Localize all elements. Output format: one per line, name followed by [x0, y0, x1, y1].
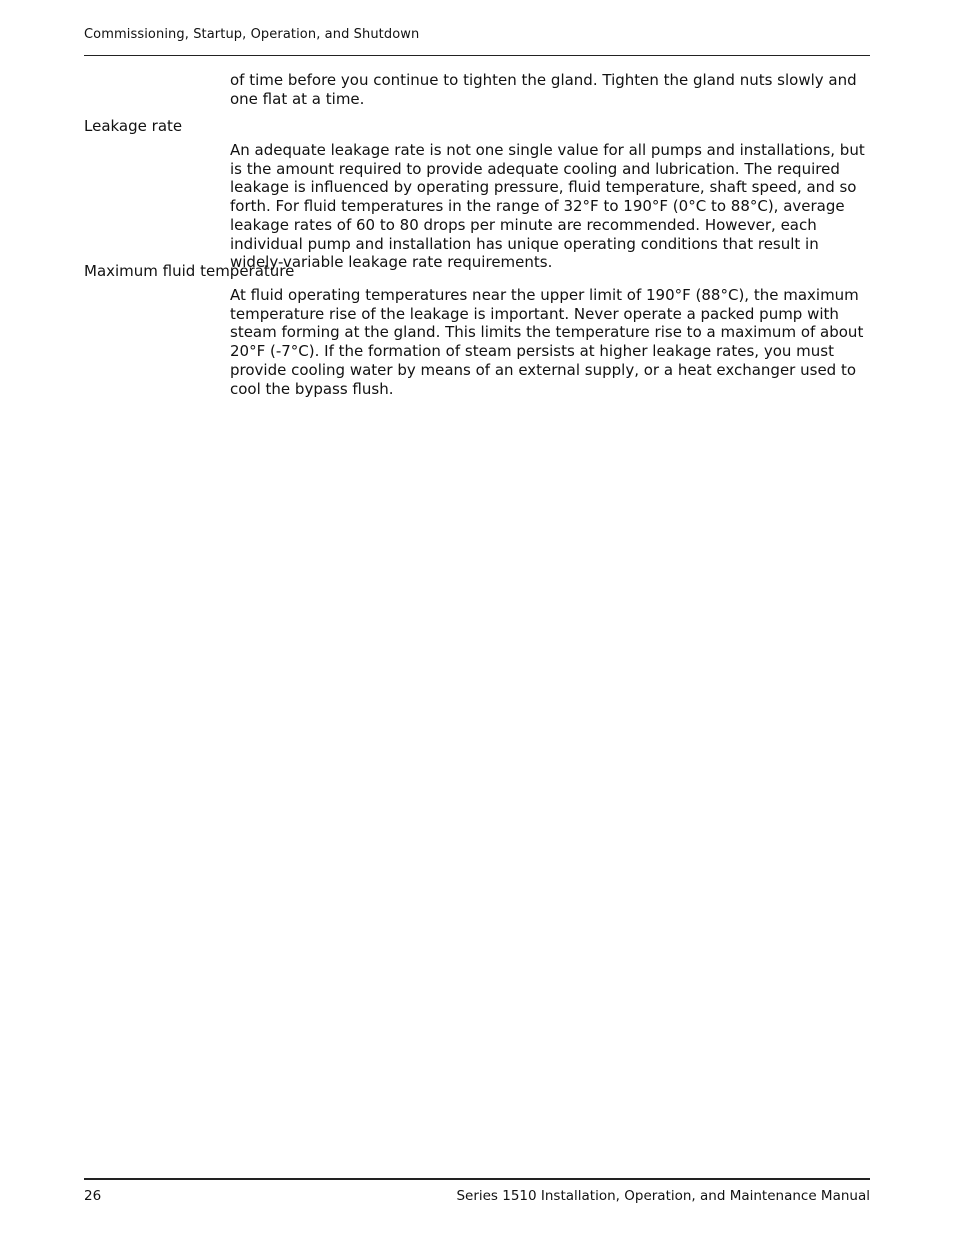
max-fluid-temperature-heading: Maximum fluid temperature	[84, 262, 295, 280]
manual-title: Series 1510 Installation, Operation, and Maintenance Manual	[456, 1188, 870, 1204]
running-header: Commissioning, Startup, Operation, and Shutdown	[84, 27, 420, 42]
header-divider	[84, 55, 870, 56]
page-number: 26	[84, 1188, 102, 1204]
leakage-rate-paragraph: An adequate leakage rate is not one single value for all pumps and installations, but is the amount required to provide adequate cooling and lubrication. The required leakage is influenced by operating pressure, fluid temperature, shaft speed, and so forth. For fluid temperatures in the range of 32°F to 190°F (0°C to 88°C), average leakage rates of 60 to 80 drops per minute are recommended. However, each individual pump and installation has unique operating conditions that result in widely-variable leakage rate requirements.	[230, 141, 865, 272]
intro-paragraph: of time before you continue to tighten the gland. Tighten the gland nuts slowly and one flat at a time.	[230, 71, 857, 108]
leakage-rate-heading: Leakage rate	[84, 117, 183, 135]
footer-divider	[84, 1178, 870, 1180]
max-fluid-temperature-paragraph: At fluid operating temperatures near the upper limit of 190°F (88°C), the maximum temperature rise of the leakage is important. Never operate a packed pump with steam forming at the gland. This limits the temperature rise to a maximum of about 20°F (-7°C). If the formation of steam persists at higher leakage rates, you must provide cooling water by means of an external supply, or a heat exchanger used to cool the bypass flush.	[230, 286, 864, 398]
